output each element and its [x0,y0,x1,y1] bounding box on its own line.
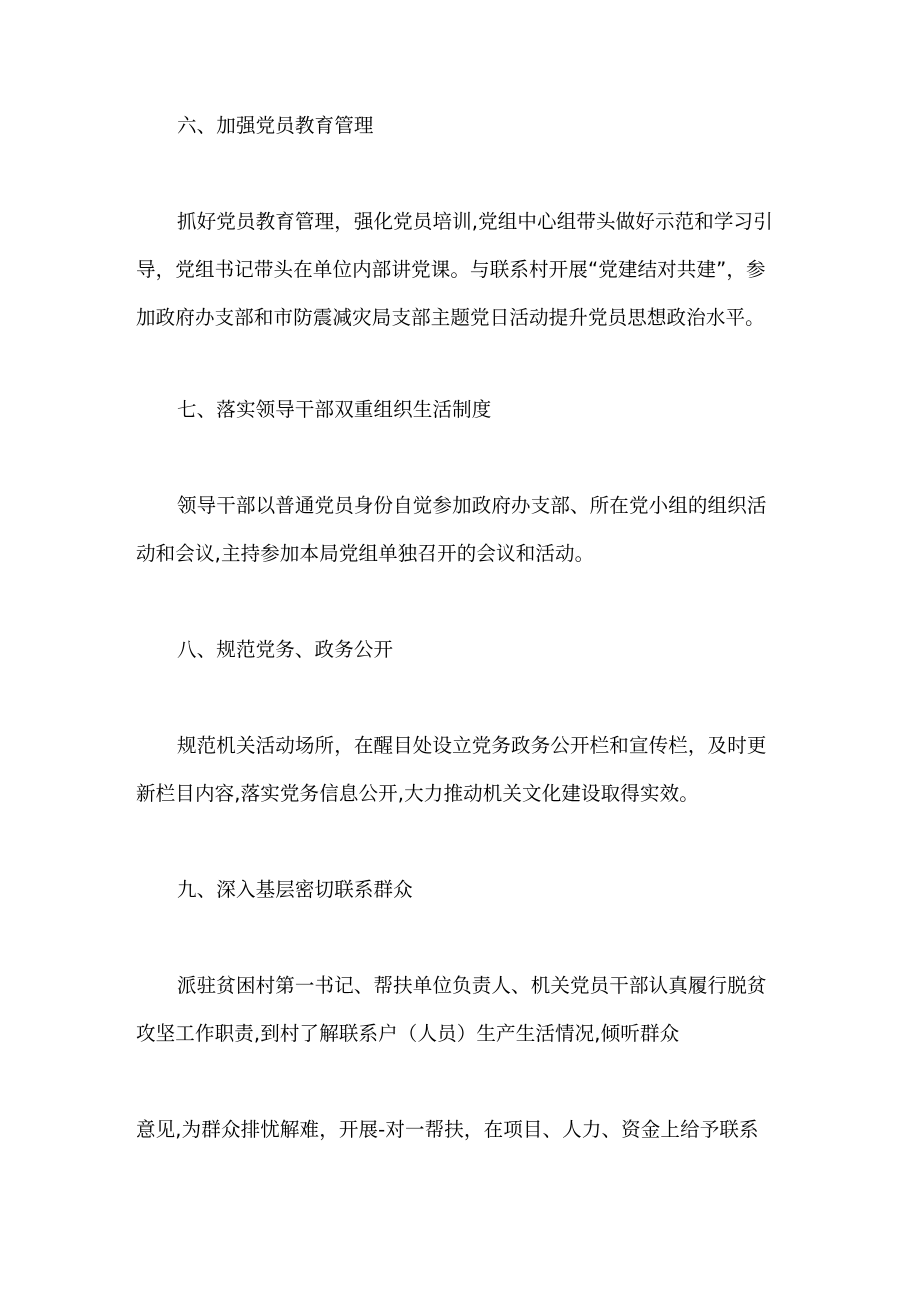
trailing-line: 意见,为群众排忧解难，开展-对一帮扶，在项目、人力、资金上给予联系 [136,1118,759,1141]
section-heading-8: 八、规范党务、政务公开 [177,638,394,661]
section-heading-7: 七、落实领导干部双重组织生活制度 [177,398,492,421]
section-6-line-1: 抓好党员教育管理，强化党员培训,党组中心组带头做好示范和学习引 [177,210,773,233]
section-7-line-2: 动和会议,主持参加本局党组单独召开的会议和活动。 [136,542,595,565]
section-9-line-1: 派驻贫困村第一书记、帮扶单位负责人、机关党员干部认真履行脱贫 [177,974,767,997]
section-9-line-2: 攻坚工作职责,到村了解联系户（人员）生产生活情况,倾听群众 [136,1022,680,1045]
section-7-line-1: 领导干部以普通党员身份自觉参加政府办支部、所在党小组的组织活 [177,494,767,517]
section-8-line-2: 新栏目内容,落实党务信息公开,大力推动机关文化建设取得实效。 [136,782,699,805]
section-8-line-1: 规范机关活动场所，在醒目处设立党务政务公开栏和宣传栏，及时更 [177,734,767,757]
section-heading-6: 六、加强党员教育管理 [177,114,374,137]
section-6-line-2: 导，党组书记带头在单位内部讲党课。与联系村开展“党建结对共建”，参 [136,258,766,281]
section-6-line-3: 加政府办支部和市防震减灾局支部主题党日活动提升党员思想政治水平。 [136,306,765,329]
section-heading-9: 九、深入基层密切联系群众 [177,878,413,901]
